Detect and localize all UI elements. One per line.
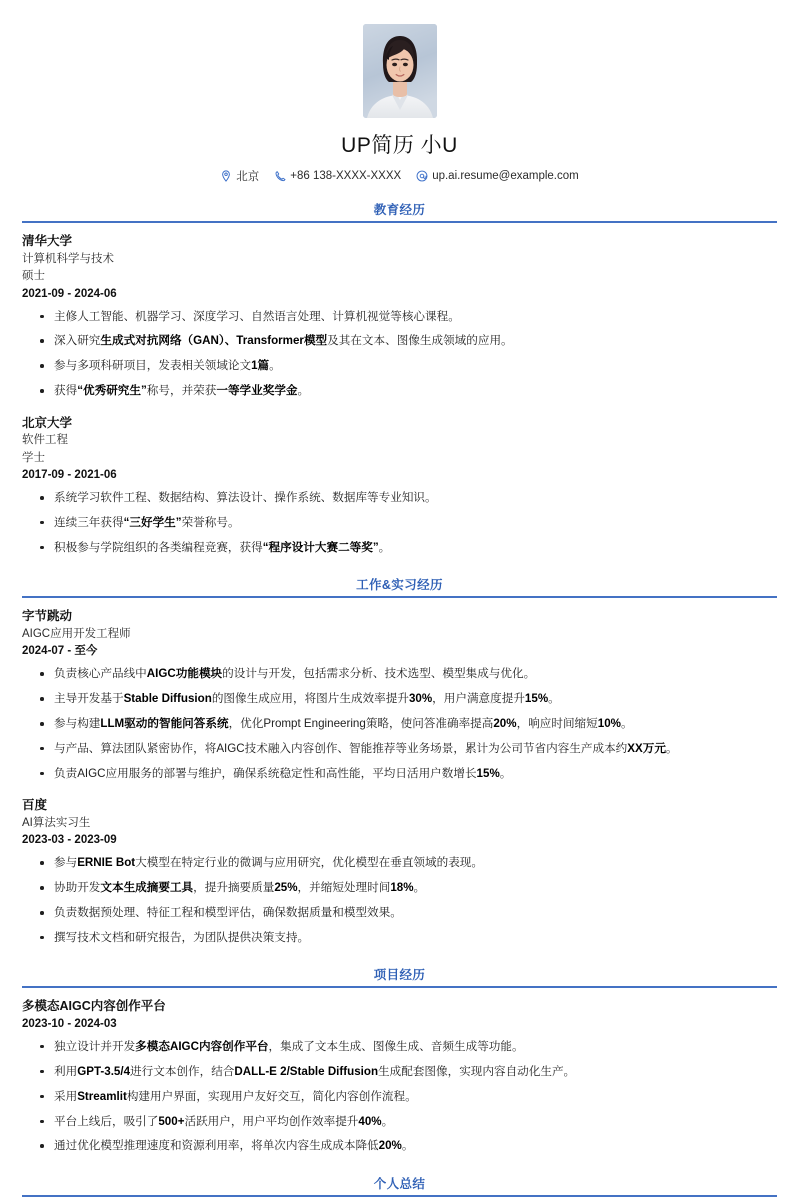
entry-organization: 多模态AIGC内容创作平台 <box>22 999 166 1014</box>
bullet-list <box>22 854 777 946</box>
bullet-item <box>22 1038 777 1055</box>
bullet-text: ，响应时间缩短 <box>516 717 598 731</box>
section-title: 个人总结 <box>373 1176 426 1191</box>
bullet-item <box>22 382 777 399</box>
bullet-emphasis: GPT-3.5/4 <box>77 1064 131 1078</box>
section <box>22 200 777 556</box>
bullet-emphasis: 多模态AIGC内容创作平台 <box>135 1039 269 1053</box>
bullet-text: 。 <box>548 692 560 706</box>
resume-body <box>22 200 777 1197</box>
bullet-text: 负责AIGC应用服务的部署与维护，确保系统稳定性和高性能，平均日活用户数增长 <box>54 766 477 780</box>
bullet-text: 进行文本创作，结合 <box>130 1064 235 1078</box>
entry-degree: 学士 <box>22 451 45 464</box>
bullet-text: 获得 <box>54 384 78 398</box>
bullet-item <box>22 1137 777 1154</box>
email-at-icon <box>416 170 428 182</box>
section-title: 项目经历 <box>373 968 426 983</box>
bullet-text: 活跃用户，用户平均创作效率提升 <box>184 1114 359 1128</box>
bullet-item <box>22 690 777 707</box>
entry-organization: 北京大学 <box>22 415 73 430</box>
bullet-text: 的图像生成应用，将图片生成效率提升 <box>211 692 409 706</box>
resume-header <box>22 24 777 184</box>
bullet-item <box>22 539 777 556</box>
bullet-item <box>22 308 777 325</box>
bullet-list <box>22 489 777 556</box>
bullet-emphasis: “程序设计大赛二等奖” <box>262 540 379 554</box>
bullet-item <box>22 879 777 896</box>
contact-location <box>220 168 259 184</box>
entry-organization: 清华大学 <box>22 234 73 248</box>
bullet-emphasis: Stable Diffusion <box>123 692 212 706</box>
contact-phone-text: +86 138-XXXX-XXXX <box>290 170 402 182</box>
portrait-photo-icon <box>363 24 437 118</box>
page-title: UP简历 小U <box>341 134 458 157</box>
bullet-text: 。 <box>269 359 281 373</box>
resume-entry <box>22 414 777 557</box>
resume-entry <box>22 796 777 946</box>
bullet-text: 。 <box>297 384 310 398</box>
bullet-text: 。 <box>665 741 678 755</box>
bullet-item <box>22 854 777 871</box>
bullet-emphasis: DALL-E 2/Stable Diffusion <box>234 1064 379 1078</box>
bullet-text: 称号，并荣获 <box>146 384 217 398</box>
bullet-text: 。 <box>413 881 426 895</box>
bullet-emphasis: XX万元 <box>627 741 666 755</box>
bullet-emphasis: 10% <box>597 717 621 731</box>
bullet-list <box>22 665 777 782</box>
section <box>22 965 777 1155</box>
contact-phone <box>274 170 401 182</box>
bullet-emphasis: 20% <box>493 717 517 731</box>
bullet-text: 。 <box>381 1114 394 1128</box>
bullet-text: 撰写技术文档和研究报告，为团队提供决策支持。 <box>54 930 310 944</box>
bullet-text: 连续三年获得 <box>54 515 124 529</box>
bullet-text: 通过优化模型推理速度和资源利用率，将单次内容生成成本降低 <box>54 1139 379 1153</box>
bullet-item <box>22 489 777 506</box>
bullet-emphasis: AIGC功能模块 <box>146 667 223 681</box>
bullet-list <box>22 1038 777 1155</box>
bullet-emphasis: 40% <box>358 1114 382 1128</box>
phone-icon <box>274 170 286 182</box>
bullet-emphasis: “三好学生” <box>123 515 182 529</box>
resume-entry <box>22 607 777 782</box>
contact-row <box>22 168 777 184</box>
bullet-item <box>22 332 777 349</box>
resume-entry <box>22 232 777 400</box>
entry-organization: 百度 <box>22 798 48 813</box>
section-title: 教育经历 <box>373 203 426 217</box>
contact-email <box>416 170 579 182</box>
bullet-text: ，集成了文本生成、图像生成、音频生成等功能。 <box>268 1039 524 1053</box>
bullet-text: 利用 <box>54 1064 78 1078</box>
bullet-text: ，优化Prompt Engineering策略，使问答准确率提高 <box>228 717 494 731</box>
bullet-text: 独立设计并开发 <box>54 1039 136 1053</box>
bullet-text: 参与构建 <box>54 717 101 731</box>
bullet-text: 与产品、算法团队紧密协作，将AIGC技术融入内容创作、智能推荐等业务场景，累计为公司节省内容生产成本约 <box>54 741 628 755</box>
bullet-text: 构建用户界面，实现用户友好交互，简化内容创作流程。 <box>126 1089 417 1103</box>
entry-subtitle: 计算机科学与技术 <box>22 252 114 265</box>
entry-subtitle: 软件工程 <box>22 434 68 447</box>
bullet-text: 负责核心产品线中 <box>54 667 147 681</box>
bullet-text: 荣誉称号。 <box>181 515 240 529</box>
contact-email-text: up.ai.resume@example.com <box>432 170 579 182</box>
bullet-emphasis: ERNIE Bot <box>77 856 136 870</box>
bullet-text: 主修人工智能、机器学习、深度学习、自然语言处理、计算机视觉等核心课程。 <box>54 309 460 323</box>
bullet-text: 参与多项科研项目，发表相关领域论文 <box>54 359 252 373</box>
location-pin-icon <box>220 170 232 182</box>
bullet-text: ，提升摘要质量 <box>193 881 275 895</box>
entry-degree: 硕士 <box>22 270 45 283</box>
entry-subtitle: AI算法实习生 <box>22 816 91 829</box>
bullet-text: 及其在文本、图像生成领域的应用。 <box>327 334 513 348</box>
bullet-text: 主导开发基于 <box>54 692 124 706</box>
bullet-item <box>22 929 777 946</box>
section-divider <box>22 596 777 598</box>
bullet-text: 协助开发 <box>54 881 101 895</box>
entry-dates: 2021-09 - 2024-06 <box>22 287 117 300</box>
bullet-emphasis: 25% <box>274 881 298 895</box>
entry-subtitle: AIGC应用开发工程师 <box>22 627 131 640</box>
bullet-emphasis: 1篇 <box>251 359 270 373</box>
bullet-text: 。 <box>620 717 633 731</box>
bullet-emphasis: 20% <box>378 1139 402 1153</box>
entry-organization: 字节跳动 <box>22 609 73 624</box>
bullet-text: 的设计与开发，包括需求分析、技术选型、模型集成与优化。 <box>222 667 536 681</box>
bullet-text: 参与 <box>54 856 78 870</box>
resume-entry <box>22 997 777 1155</box>
bullet-emphasis: 500+ <box>158 1114 185 1128</box>
entry-dates: 2023-10 - 2024-03 <box>22 1018 117 1031</box>
bullet-emphasis: LLM驱动的智能问答系统 <box>100 717 229 731</box>
bullet-emphasis: 15% <box>476 766 500 780</box>
bullet-emphasis: 18% <box>390 881 414 895</box>
bullet-text: 。 <box>499 766 512 780</box>
bullet-item <box>22 665 777 682</box>
section <box>22 575 777 946</box>
entry-dates: 2023-03 - 2023-09 <box>22 834 117 847</box>
bullet-item <box>22 357 777 374</box>
bullet-item <box>22 514 777 531</box>
bullet-text: 。 <box>401 1139 414 1153</box>
bullet-text: 生成配套图像，实现内容自动化生产。 <box>378 1064 576 1078</box>
bullet-item <box>22 1088 777 1105</box>
bullet-text: 系统学习软件工程、数据结构、算法设计、操作系统、数据库等专业知识。 <box>54 491 437 505</box>
bullet-text: 积极参与学院组织的各类编程竞赛，获得 <box>54 540 263 554</box>
bullet-text: ，用户满意度提升 <box>432 692 525 706</box>
bullet-list <box>22 308 777 400</box>
bullet-item <box>22 715 777 732</box>
avatar <box>363 24 437 118</box>
bullet-item <box>22 765 777 782</box>
bullet-text: 大模型在特定行业的微调与应用研究，优化模型在垂直领域的表现。 <box>135 856 483 870</box>
bullet-item <box>22 904 777 921</box>
entry-dates: 2024-07 - 至今 <box>22 645 98 658</box>
section <box>22 1174 777 1197</box>
section-divider <box>22 986 777 988</box>
contact-location-text: 北京 <box>236 171 260 183</box>
bullet-item <box>22 740 777 757</box>
bullet-text: 平台上线后，吸引了 <box>54 1114 159 1128</box>
bullet-text: 采用 <box>54 1089 78 1103</box>
bullet-emphasis: 15% <box>524 692 549 706</box>
bullet-emphasis: 生成式对抗网络（GAN）、Transformer模型 <box>100 334 328 348</box>
section-title: 工作&实习经历 <box>356 578 443 593</box>
bullet-emphasis: “优秀研究生” <box>77 384 147 398</box>
bullet-emphasis: 一等学业奖学金 <box>216 384 298 398</box>
section-divider <box>22 221 777 223</box>
bullet-text: 深入研究 <box>54 334 101 348</box>
entry-dates: 2017-09 - 2021-06 <box>22 469 117 482</box>
bullet-emphasis: 文本生成摘要工具 <box>100 881 194 895</box>
bullet-text: 。 <box>378 540 391 554</box>
bullet-item <box>22 1113 777 1130</box>
bullet-item <box>22 1063 777 1080</box>
bullet-emphasis: Streamlit <box>77 1089 127 1103</box>
bullet-text: 负责数据预处理、特征工程和模型评估，确保数据质量和模型效果。 <box>54 906 402 920</box>
bullet-emphasis: 30% <box>408 692 433 706</box>
bullet-text: ，并缩短处理时间 <box>297 881 391 895</box>
